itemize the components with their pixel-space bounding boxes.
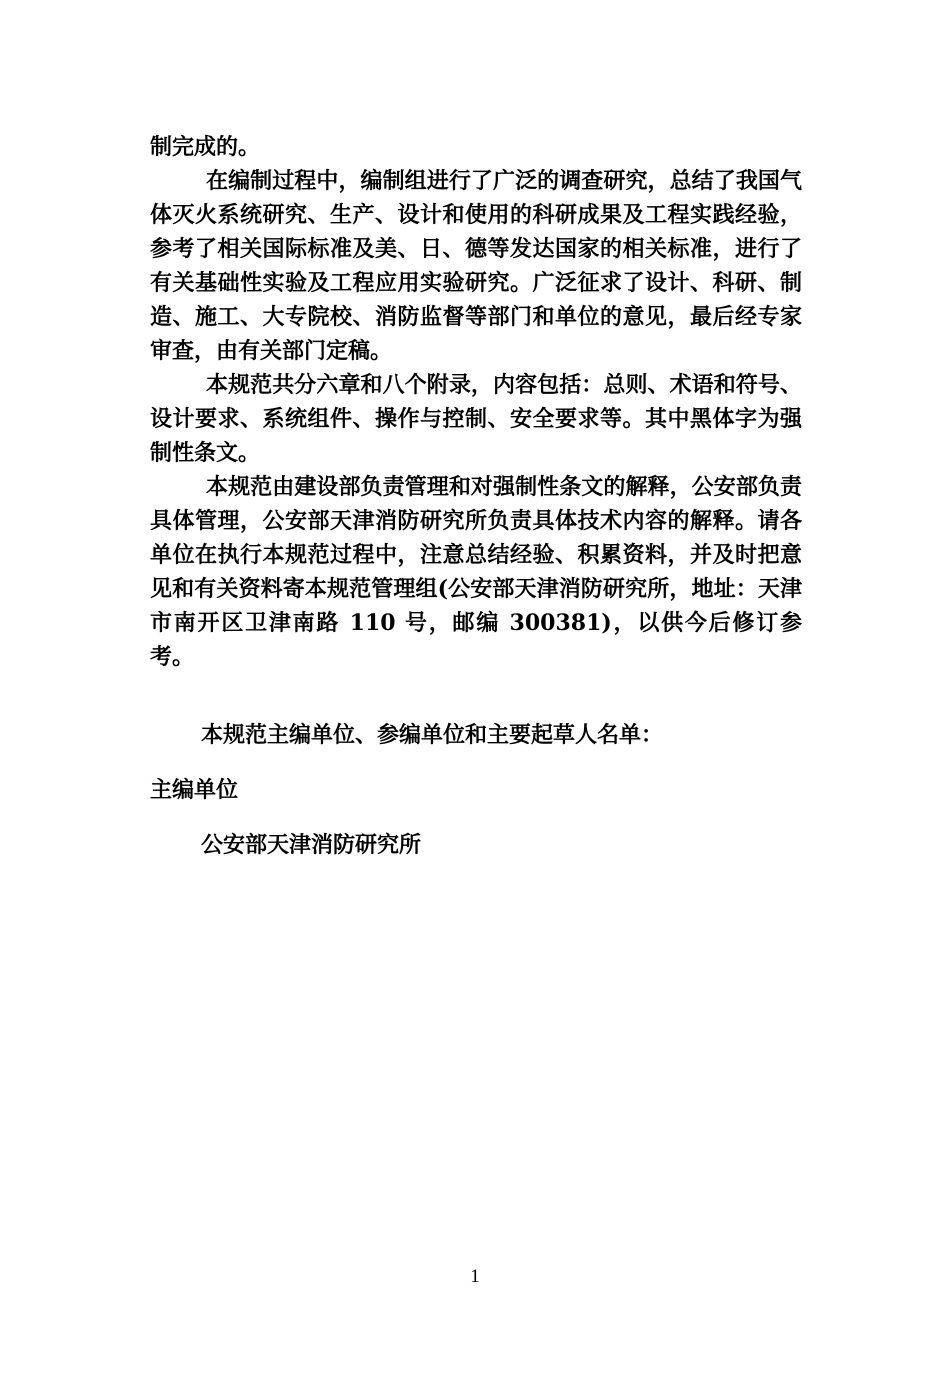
body-text: [150, 130, 802, 674]
paragraph-compilation-process: 在编制过程中，编制组进行了广泛的调查研究，总结了我国气体灭火系统研究、生产、设计和使用的科研成果及工程实践经验，参考了相关国际标准及美、日、德等发达国家的相关标准，进行了有关基础性实验及工程应用实验研究。广泛征求了设计、科研、制造、施工、大专院校、消防监督等部门和单位的意见，最后经专家审查，由有关部门定稿。: [150, 168, 802, 364]
paragraph-management-contact: 本规范由建设部负责管理和对强制性条文的解释，公安部负责具体管理，公安部天津消防研究所负责具体技术内容的解释。请各单位在执行本规范过程中，注意总结经验、积累资料，并及时把意见和有关资料寄本规范管理组(公安部天津消防研究所，地址：天津市南开区卫津南路 110 号，邮编 300381)，以供今后修订参考。: [150, 474, 802, 670]
chief-unit-name: 公安部天津消防研究所: [201, 832, 422, 858]
paragraph-contents-overview: 本规范共分六章和八个附录，内容包括：总则、术语和符号、设计要求、系统组件、操作与控制、安全要求等。其中黑体字为强制性条文。: [150, 372, 802, 466]
chief-unit-heading: 主编单位: [150, 777, 239, 803]
paragraph-continuation: 制完成的。: [150, 134, 261, 160]
page-number: 1: [470, 1266, 480, 1287]
participants-intro: 本规范主编单位、参编单位和主要起草人名单：: [201, 722, 664, 748]
